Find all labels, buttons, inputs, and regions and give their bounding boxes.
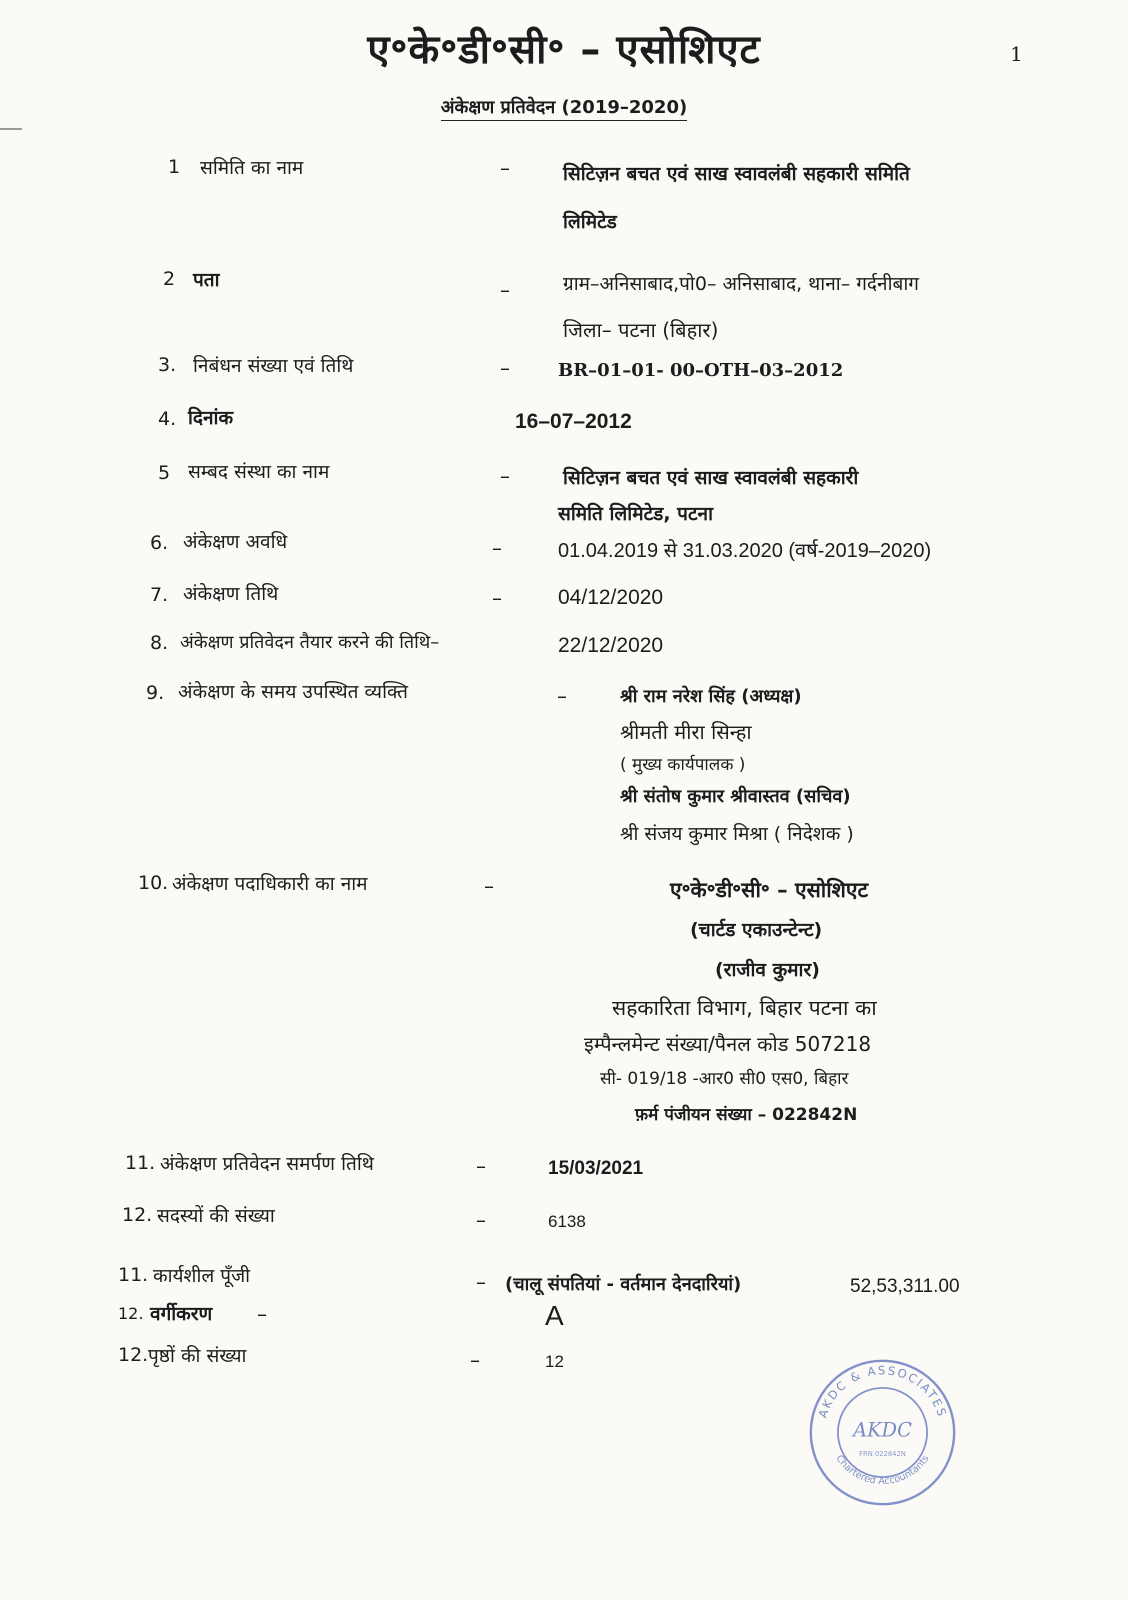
item-value-line: 15/03/2021 [548,1158,644,1179]
item-number: 10. [138,872,169,894]
item-number: 7. [150,584,169,606]
stamp-ring-text: AKDC & ASSOCIATES [815,1363,950,1420]
item-label: अंकेक्षण तिथि [183,583,279,605]
item-value-line: 01.04.2019 से 31.03.2020 (वर्ष-2019–2020) [558,540,932,562]
item-number: 9. [146,682,165,704]
item-dash: – [492,586,502,610]
item-label: सदस्यों की संख्या [157,1205,275,1227]
item-value-line: 52,53,311.00 [850,1276,960,1297]
item-label: पता [193,269,220,291]
item-label: अंकेक्षण प्रतिवेदन समर्पण तिथि [160,1153,374,1175]
item-dash: – [476,1270,486,1294]
item-value-line: (चालू संपतियां - वर्तमान देनदारियां) [505,1274,742,1295]
item-number: 11. [125,1152,156,1174]
stamp-center-text: AKDC [853,1418,912,1442]
item-number: 6. [150,532,169,554]
page-edge-mark [0,128,22,130]
item-value-line: ग्राम–अनिसाबाद,पो0– अनिसाबाद, थाना– गर्दनीबाग [563,273,919,295]
firm-stamp [805,1355,960,1510]
stamp-frn-text: FRN 022842N [859,1449,906,1458]
item-label: अंकेक्षण पदाधिकारी का नाम [172,873,368,895]
item-value-line: सी- 019/18 -आर0 सी0 एस0, बिहार [600,1069,849,1089]
item-value-line: ए॰के॰डी॰सी॰ – एसोशिएट [670,878,869,902]
item-number: 5 [158,462,171,484]
item-value-line: फ़र्म पंजीयन संख्या – 022842N [635,1105,858,1125]
item-number: 2 [163,268,176,290]
item-number: 12. [118,1344,149,1366]
item-value-line: सिटिज़न बचत एवं साख स्वावलंबी सहकारी समिति [563,163,910,185]
item-value-line: 6138 [548,1212,586,1231]
item-label: अंकेक्षण अवधि [183,531,288,553]
svg-text:Chartered Accountants [833,1453,931,1487]
item-number: 8. [150,632,169,654]
item-value-line: समिति लिमिटेड, पटना [558,503,713,525]
item-value-line: 16–07–2012 [515,410,632,433]
item-dash: – [492,536,502,560]
item-number: 12. [118,1304,144,1323]
item-value-line: सिटिज़न बचत एवं साख स्वावलंबी सहकारी [563,467,859,489]
page-title: ए॰के॰डी॰सी॰ – एसोशिएट [367,27,761,73]
report-subtitle [0,95,1128,119]
item-dash: – [500,464,510,488]
item-label: सम्बद संस्था का नाम [188,461,330,483]
item-dash: – [476,1208,486,1232]
item-value-line: श्री संतोष कुमार श्रीवास्तव (सचिव) [620,786,851,807]
item-label: समिति का नाम [200,157,304,179]
item-label: कार्यशील पूँजी [153,1265,251,1287]
item-number: 11. [118,1264,149,1286]
item-dash: – [470,1348,480,1372]
item-dash: – [500,356,510,380]
item-dash: – [257,1302,267,1326]
item-label: निबंधन संख्या एवं तिथि [193,355,354,377]
item-value-line: 04/12/2020 [558,586,664,609]
item-value-line: सहकारिता विभाग, बिहार पटना का [612,996,877,1020]
item-value-line: BR–01–01- 00–OTH–03–2012 [558,360,844,381]
item-value-line: A [545,1300,564,1331]
item-label: अंकेक्षण प्रतिवेदन तैयार करने की तिथि– [180,632,440,653]
item-value-line: जिला– पटना (बिहार) [563,318,719,342]
item-value-line: (चार्टड एकाउन्टेन्ट) [690,919,823,941]
item-value-line: इम्पैन्लमेन्ट संख्या/पैनल कोड 507218 [584,1032,872,1056]
item-value-line: ( मुख्य कार्यपालक ) [620,755,746,775]
item-label: पृष्ठों की संख्या [148,1345,247,1367]
item-label: अंकेक्षण के समय उपस्थित व्यक्ति [178,681,409,703]
item-value-line: श्री संजय कुमार मिश्रा ( निदेशक ) [620,823,854,845]
item-number: 12. [122,1204,153,1226]
report-subtitle-text: अंकेक्षण प्रतिवेदन (2019–2020) [441,97,687,121]
item-number: 3. [158,354,177,376]
item-dash: – [484,874,494,898]
item-dash: – [476,1154,486,1178]
item-dash: – [500,278,510,302]
page-number: 1 [1010,42,1023,66]
item-label: दिनांक [188,407,234,429]
item-label: वर्गीकरण [150,1303,213,1325]
item-value-line: 22/12/2020 [558,634,664,657]
svg-text:AKDC & ASSOCIATES [815,1363,949,1419]
item-number: 1 [168,156,181,178]
item-value-line: लिमिटेड [563,211,617,233]
item-number: 4. [158,408,177,430]
item-value-line: (राजीव कुमार) [715,959,820,981]
item-dash: – [500,156,510,180]
item-value-line: श्रीमती मीरा सिन्हा [620,720,752,744]
item-value-line: श्री राम नरेश सिंह (अध्यक्ष) [620,686,802,707]
stamp-bottom-text: Chartered Accountants [833,1453,932,1488]
item-value-line: 12 [545,1352,564,1371]
item-dash: – [557,684,567,708]
